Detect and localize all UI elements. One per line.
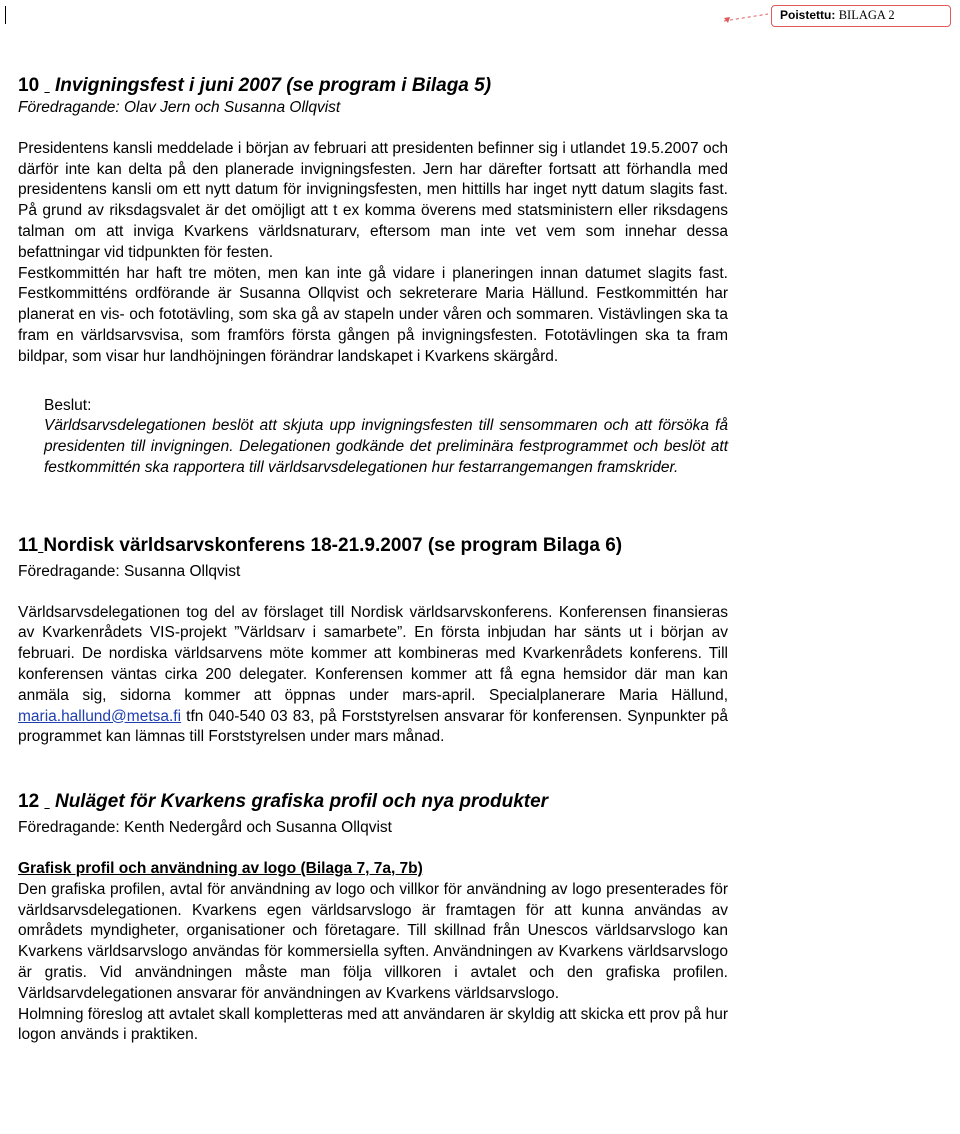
section-12-paragraph-2: Holmning föreslog att avtalet skall kompletteras med att användaren är skyldig att skicka ett prov på hur logon används i praktiken.	[18, 1005, 728, 1044]
section-11-presenter: Föredragande: Susanna Ollqvist	[18, 562, 241, 580]
section-10-number: 10	[18, 75, 40, 96]
revision-comment-balloon[interactable]	[771, 5, 951, 27]
section-11-heading	[18, 534, 728, 558]
document-body	[18, 74, 728, 1046]
section-11-text-b: tfn 040-540 03 83, på Forststyrelsen ansvarar för konferensen. Synpunkter på programmet kan lämnas till Forststyrelsen under mars månad.	[18, 707, 728, 746]
inserted-space-marker	[44, 791, 49, 812]
section-10-paragraph-1: Presidentens kansli meddelade i början av februari att presidenten befinner sig i utlandet 19.5.2007 och därför inte kan delta på den planerade invigningsfesten. Jern har därefter fortsatt att förhandla med presidentens kansli om ett nytt datum för invigningsfesten, men hittills har inget nytt datum slagits fast. På grund av riksdagsvalet är det omöjligt att t ex komma överens med statsministern eller riksdagens talman om att inviga Kvarkens världsnaturarv, eftersom man inte vet vem som innehar dessa befattningar vid tidpunkten för festen.	[18, 139, 728, 261]
section-11-paragraph-1	[18, 603, 728, 749]
decision-text: Världsarvsdelegationen beslöt att skjuta upp invigningsfesten till sensommaren och att försöka få presidenten till invigningen. Delegationen godkände det preliminära festprogrammet och beslöt att festkommittén ska rapportera till världsarvsdelegationen hur festarrangemangen framskrider.	[44, 417, 728, 476]
section-12-title: Nuläget för Kvarkens grafiska profil och nya produkter	[54, 791, 549, 813]
section-10-presenter: Föredragande: Olav Jern och Susanna Ollqvist	[18, 99, 341, 116]
section-12-paragraph-1: Den grafiska profilen, avtal för användning av logo och villkor för användning av logo presenterades för världsarvsdelegationen. Kvarkens egen världsarvslogo är framtagen för att kunna användas av områdets myndigheter, organisationer och företagare. Till skillnad från Unescos världsarvslogo kan Kvarkens världsarvslogo användas för kommersiella syften. Användningen av Kvarkens världsarvslogo är gratis. Vid användningen måste man följa villkoren i avtalet och den grafiska profilen. Världsarvdelegationen ansvarar för användningen av Kvarkens världsarvslogo.	[18, 880, 728, 1002]
section-12-subheading	[18, 859, 728, 880]
section-10-decision	[44, 396, 728, 479]
section-12-heading	[18, 790, 728, 814]
decision-label: Beslut:	[44, 396, 92, 414]
text-cursor	[5, 6, 6, 24]
subheading-logo: Grafisk profil och användning av logo (Bilaga 7, 7a, 7b)	[18, 859, 423, 877]
comment-label: Poistettu:	[780, 8, 836, 22]
section-12-number: 12	[18, 791, 40, 813]
section-10-title: Invigningsfest i juni 2007 (se program i Bilaga 5)	[54, 75, 492, 96]
section-11-number: 11	[18, 534, 39, 556]
section-10-paragraph-2: Festkommittén har haft tre möten, men kan inte gå vidare i planeringen innan datumet slagits fast. Festkommitténs ordförande är Susanna Ollqvist och sekreterare Maria Hällund. Festkommittén har planerat en vis- och fototävling, som ska gå av stapeln under våren och sommaren. Vistävlingen ska ta fram en världsarvsvisa, som framförs första gången på invigningsfesten. Fototävlingen ska ta fram bildpar, som visar hur landhöjningen förändrar landskapet i Kvarkens skärgård.	[18, 264, 728, 365]
section-11-text-a: Världsarvsdelegationen tog del av förslaget till Nordisk världsarvskonferens. Konferensen finansieras av Kvarkenrådets VIS-projekt ”Världsarv i samarbete”. En första inbjudan har sänts ut i början av februari. De nordiska världsarvens möte kommer att kombineras med Kvarkenrådets konferens. Till konferensen väntas cirka 200 delegater. Konferensen kommer att få egna hemsidor där man kan anmäla sig, sidorna kommer att öppnas under mars-april. Specialplanerare Maria Hällund,	[18, 603, 728, 704]
section-10-heading	[18, 74, 728, 98]
section-11-title: Nordisk världsarvskonferens 18-21.9.2007 (se program Bilaga 6)	[43, 534, 623, 556]
section-12-presenter: Föredragande: Kenth Nedergård och Susanna Ollqvist	[18, 819, 392, 837]
email-link[interactable]: maria.hallund@metsa.fi	[18, 707, 182, 725]
comment-value: BILAGA 2	[838, 8, 895, 22]
comment-connector-line	[722, 12, 770, 24]
inserted-space-marker	[44, 75, 49, 96]
